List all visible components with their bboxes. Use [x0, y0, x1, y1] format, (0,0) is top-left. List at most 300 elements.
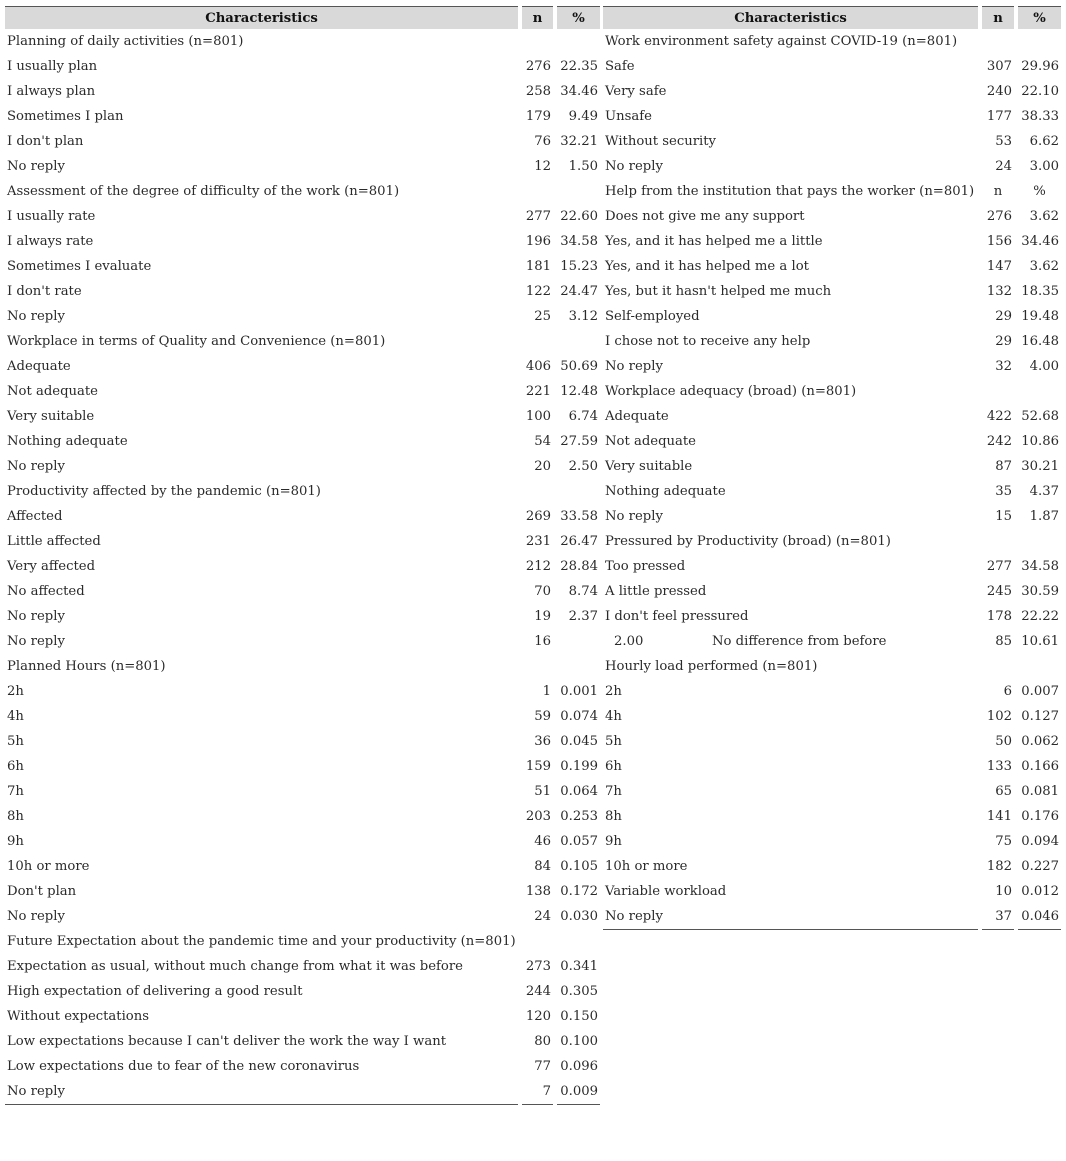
row-n: 269	[525, 509, 551, 524]
table-row	[5, 504, 600, 529]
table-row	[5, 404, 600, 429]
table-row	[603, 54, 1061, 79]
table-row	[5, 329, 600, 354]
row-pct: 0.007	[1021, 684, 1059, 699]
row-n: 80	[534, 1034, 551, 1049]
row-n: 35	[995, 484, 1012, 499]
row-n: 15	[995, 509, 1012, 524]
table-row	[603, 804, 1061, 829]
row-pct: 3.12	[568, 309, 598, 324]
row-pct: 0.100	[560, 1034, 598, 1049]
row-label: I don't rate	[7, 284, 82, 299]
row-label: Variable workload	[605, 884, 727, 899]
row-label: Without security	[605, 134, 716, 149]
row-n: 258	[525, 84, 551, 99]
table-row	[5, 479, 600, 504]
row-label: 2h	[7, 684, 24, 699]
row-n: 19	[534, 609, 551, 624]
row-n: 240	[986, 84, 1012, 99]
row-n: 406	[525, 359, 551, 374]
row-n: 75	[995, 834, 1012, 849]
table-row	[603, 554, 1061, 579]
table-row	[5, 279, 600, 304]
row-label: Not adequate	[605, 434, 696, 449]
row-label: Nothing adequate	[605, 484, 726, 499]
row-pct: 0.057	[560, 834, 598, 849]
row-n: 156	[986, 234, 1012, 249]
row-pct: 26.47	[560, 534, 598, 549]
row-pct: 0.081	[1021, 784, 1059, 799]
table-row	[603, 379, 1061, 404]
table-row	[603, 29, 1061, 54]
left-table-body	[5, 29, 600, 1105]
row-label-text: No difference from before	[712, 634, 887, 649]
table-row	[5, 829, 600, 854]
table-row	[603, 179, 1061, 204]
row-label: No affected	[7, 584, 85, 599]
row-label: Low expectations due to fear of the new coronavirus	[7, 1059, 360, 1074]
row-label: Assessment of the degree of difficulty of the work (n=801)	[7, 184, 400, 199]
row-label: 6h	[7, 759, 24, 774]
row-n	[522, 29, 553, 54]
row-label: No reply	[7, 634, 65, 649]
row-n: 122	[525, 284, 551, 299]
row-pct: 34.58	[560, 234, 598, 249]
row-pct: 15.23	[560, 259, 598, 274]
row-label: Little affected	[7, 534, 101, 549]
table-row	[603, 479, 1061, 504]
row-n: 16	[534, 634, 551, 649]
row-label: 4h	[605, 709, 622, 724]
table-row	[603, 304, 1061, 329]
row-pct: 22.35	[560, 59, 598, 74]
row-n: 54	[534, 434, 551, 449]
table-row	[603, 429, 1061, 454]
row-n: 138	[525, 884, 551, 899]
row-label: Help from the institution that pays the worker (n=801)	[605, 184, 975, 199]
row-n: 24	[534, 909, 551, 924]
row-pct: 6.74	[568, 409, 598, 424]
table-row	[603, 504, 1061, 529]
row-n: 12	[534, 159, 551, 174]
row-n: 25	[534, 309, 551, 324]
row-pct: 38.33	[1021, 109, 1059, 124]
row-label: Planned Hours (n=801)	[7, 659, 166, 674]
row-pct: 0.030	[560, 909, 598, 924]
table-row	[603, 729, 1061, 754]
row-label: 9h	[605, 834, 622, 849]
row-n	[522, 479, 553, 504]
table-row	[5, 179, 600, 204]
table-row	[603, 404, 1061, 429]
header-row	[603, 6, 1061, 29]
row-pct: 22.60	[560, 209, 598, 224]
table-row	[5, 854, 600, 879]
row-pct	[557, 29, 600, 54]
row-label: No reply	[7, 309, 65, 324]
row-label: Too pressed	[605, 559, 686, 574]
table-row	[603, 904, 1061, 930]
row-n	[522, 329, 553, 354]
row-label: No reply	[7, 159, 65, 174]
row-n: 277	[986, 559, 1012, 574]
row-n: 76	[534, 134, 551, 149]
row-pct: 50.69	[560, 359, 598, 374]
table-row	[5, 979, 600, 1004]
header-row	[5, 6, 600, 29]
table-row	[5, 104, 600, 129]
row-label: No reply	[7, 609, 65, 624]
row-pct: 1.87	[1029, 509, 1059, 524]
table-row	[5, 629, 600, 654]
row-pct	[557, 929, 600, 954]
table-row	[5, 554, 600, 579]
row-label: Very suitable	[605, 459, 693, 474]
row-pct: 1.50	[568, 159, 598, 174]
row-n: 37	[982, 904, 1014, 930]
table-row	[603, 579, 1061, 604]
table-row	[603, 129, 1061, 154]
table-row	[5, 129, 600, 154]
row-pct: 22.10	[1021, 84, 1059, 99]
row-label: A little pressed	[605, 584, 707, 599]
row-label: Yes, but it hasn't helped me much	[605, 284, 832, 299]
row-label: 7h	[605, 784, 622, 799]
table-row	[5, 454, 600, 479]
row-n: 242	[986, 434, 1012, 449]
row-label: Low expectations because I can't deliver the work the way I want	[7, 1034, 446, 1049]
right-table	[603, 6, 1061, 930]
row-pct: 0.074	[560, 709, 598, 724]
row-pct: 4.00	[1029, 359, 1059, 374]
col-pct-header: %	[1018, 6, 1061, 29]
row-pct: 2.37	[568, 609, 598, 624]
table-row	[5, 379, 600, 404]
row-pct: 10.61	[1021, 634, 1059, 649]
row-label: 10h or more	[7, 859, 90, 874]
row-pct: 34.46	[560, 84, 598, 99]
row-label: Not adequate	[7, 384, 98, 399]
row-pct: 28.84	[560, 559, 598, 574]
col-characteristics-header: Characteristics	[5, 6, 518, 29]
row-pct: 16.48	[1021, 334, 1059, 349]
row-n: 87	[995, 459, 1012, 474]
offset-pct-value: 2.00	[614, 634, 644, 649]
row-label: 2h	[605, 684, 622, 699]
table-row	[5, 679, 600, 704]
col-n-header: n	[982, 6, 1014, 29]
row-label: No reply	[7, 459, 65, 474]
table-row	[5, 304, 600, 329]
row-label: Hourly load performed (n=801)	[605, 659, 818, 674]
row-pct: 0.176	[1021, 809, 1059, 824]
row-label: 9h	[7, 834, 24, 849]
row-pct: 30.21	[1021, 459, 1059, 474]
table-row	[5, 754, 600, 779]
row-n: 147	[986, 259, 1012, 274]
row-label: 5h	[7, 734, 24, 749]
row-pct	[1018, 529, 1061, 554]
table-row	[603, 654, 1061, 679]
row-pct	[1018, 654, 1061, 679]
table-row	[603, 254, 1061, 279]
row-pct	[557, 329, 600, 354]
row-label: Productivity affected by the pandemic (n=801)	[7, 484, 321, 499]
row-n: 277	[525, 209, 551, 224]
table-row	[5, 929, 600, 954]
row-pct: 52.68	[1021, 409, 1059, 424]
row-n: 50	[995, 734, 1012, 749]
row-n: 102	[986, 709, 1012, 724]
table-row	[5, 54, 600, 79]
row-n: 100	[525, 409, 551, 424]
row-pct: 0.096	[560, 1059, 598, 1074]
row-n: 276	[525, 59, 551, 74]
row-label: 5h	[605, 734, 622, 749]
row-pct	[557, 654, 600, 679]
col-n-header: n	[522, 6, 553, 29]
row-pct: 8.74	[568, 584, 598, 599]
row-label: No reply	[605, 159, 663, 174]
table-row	[603, 279, 1061, 304]
row-n	[982, 529, 1014, 554]
row-label: I always plan	[7, 84, 96, 99]
left-table	[5, 6, 600, 1105]
table-row	[5, 654, 600, 679]
row-pct	[557, 629, 600, 654]
right-table-body	[603, 29, 1061, 930]
table-row	[5, 429, 600, 454]
row-n: 7	[522, 1079, 553, 1105]
row-n: 77	[534, 1059, 551, 1074]
row-n: 85	[995, 634, 1012, 649]
row-n: 179	[525, 109, 551, 124]
row-label: 8h	[605, 809, 622, 824]
row-label: Nothing adequate	[7, 434, 128, 449]
row-pct: 3.62	[1029, 259, 1059, 274]
table-row	[5, 229, 600, 254]
table-row	[5, 879, 600, 904]
row-pct	[1018, 379, 1061, 404]
row-label: Workplace adequacy (broad) (n=801)	[605, 384, 857, 399]
row-label: Adequate	[605, 409, 669, 424]
row-label: No reply	[603, 904, 978, 930]
row-pct: 0.045	[560, 734, 598, 749]
table-row	[603, 454, 1061, 479]
row-pct: 9.49	[568, 109, 598, 124]
row-label: I usually rate	[7, 209, 96, 224]
table-row	[5, 29, 600, 54]
row-label: Very affected	[7, 559, 96, 574]
row-pct: 0.305	[560, 984, 598, 999]
row-n: 177	[986, 109, 1012, 124]
row-n: 51	[534, 784, 551, 799]
row-n: 182	[986, 859, 1012, 874]
row-n: 196	[525, 234, 551, 249]
row-label: 10h or more	[605, 859, 688, 874]
row-n	[982, 29, 1014, 54]
table-row	[603, 529, 1061, 554]
row-n: 29	[995, 334, 1012, 349]
row-n: 36	[534, 734, 551, 749]
col-pct-header: %	[557, 6, 600, 29]
row-label: I always rate	[7, 234, 94, 249]
row-label: 6h	[605, 759, 622, 774]
row-n: 70	[534, 584, 551, 599]
row-label: I chose not to receive any help	[605, 334, 811, 349]
row-n: 212	[525, 559, 551, 574]
table-row	[5, 254, 600, 279]
row-label: I don't feel pressured	[605, 609, 749, 624]
row-n: 32	[995, 359, 1012, 374]
row-pct: 0.227	[1021, 859, 1059, 874]
row-pct: 22.22	[1021, 609, 1059, 624]
table-row	[5, 1079, 600, 1105]
row-label: Future Expectation about the pandemic time and your productivity (n=801)	[7, 934, 516, 949]
table-row	[5, 729, 600, 754]
row-n: 29	[995, 309, 1012, 324]
table-row	[5, 1004, 600, 1029]
row-label: I usually plan	[7, 59, 98, 74]
row-pct: 0.064	[560, 784, 598, 799]
row-pct: 0.199	[560, 759, 598, 774]
row-label: No reply	[7, 909, 65, 924]
col-characteristics-header: Characteristics	[603, 6, 978, 29]
row-n: 273	[525, 959, 551, 974]
row-label: Workplace in terms of Quality and Convenience (n=801)	[7, 334, 386, 349]
row-pct	[557, 479, 600, 504]
row-pct: 18.35	[1021, 284, 1059, 299]
row-label: Expectation as usual, without much change from what it was before	[7, 959, 463, 974]
table-row	[5, 604, 600, 629]
row-pct: 0.127	[1021, 709, 1059, 724]
table-row	[5, 954, 600, 979]
row-n: 1	[542, 684, 551, 699]
row-label: No reply	[5, 1079, 518, 1105]
table-row	[5, 79, 600, 104]
row-n: 84	[534, 859, 551, 874]
row-pct: 27.59	[560, 434, 598, 449]
row-label: No reply	[605, 359, 663, 374]
row-label	[603, 629, 978, 654]
table-row	[603, 879, 1061, 904]
row-pct: 12.48	[560, 384, 598, 399]
row-pct: 0.046	[1018, 904, 1061, 930]
row-pct	[1018, 29, 1061, 54]
row-label: High expectation of delivering a good result	[7, 984, 303, 999]
table-row	[603, 829, 1061, 854]
table-row	[5, 579, 600, 604]
row-n: 245	[986, 584, 1012, 599]
row-pct: 0.009	[557, 1079, 600, 1105]
row-label: Unsafe	[605, 109, 652, 124]
row-pct: 0.150	[560, 1009, 598, 1024]
table-row	[603, 154, 1061, 179]
table-row	[603, 704, 1061, 729]
row-n	[522, 929, 553, 954]
row-label: I don't plan	[7, 134, 84, 149]
row-pct: 3.62	[1029, 209, 1059, 224]
table-row	[603, 629, 1061, 654]
table-row	[603, 329, 1061, 354]
row-n: 46	[534, 834, 551, 849]
row-label: Without expectations	[7, 1009, 150, 1024]
row-pct: 0.172	[560, 884, 598, 899]
row-n: 276	[986, 209, 1012, 224]
row-label: 7h	[7, 784, 24, 799]
row-label: Affected	[7, 509, 63, 524]
table-row	[5, 529, 600, 554]
row-n: 133	[986, 759, 1012, 774]
row-pct: 0.094	[1021, 834, 1059, 849]
row-n	[982, 379, 1014, 404]
table-row	[603, 679, 1061, 704]
row-pct: 6.62	[1029, 134, 1059, 149]
row-pct: 19.48	[1021, 309, 1059, 324]
table-row	[603, 79, 1061, 104]
row-pct: 0.001	[560, 684, 598, 699]
row-pct: 32.21	[560, 134, 598, 149]
table-row	[5, 204, 600, 229]
table-row	[5, 779, 600, 804]
row-n: 244	[525, 984, 551, 999]
row-n: 10	[995, 884, 1012, 899]
table-row	[5, 804, 600, 829]
row-label: Pressured by Productivity (broad) (n=801)	[605, 534, 891, 549]
row-n: 221	[525, 384, 551, 399]
table-row	[5, 904, 600, 929]
row-n: 203	[525, 809, 551, 824]
row-label: Safe	[605, 59, 635, 74]
row-label: Does not give me any support	[605, 209, 805, 224]
row-label: Very suitable	[7, 409, 95, 424]
row-label: Don't plan	[7, 884, 77, 899]
row-n: 120	[525, 1009, 551, 1024]
row-n: 307	[986, 59, 1012, 74]
row-pct: 34.46	[1021, 234, 1059, 249]
row-pct: 4.37	[1029, 484, 1059, 499]
table-row	[603, 779, 1061, 804]
row-n	[522, 654, 553, 679]
row-n: n	[993, 184, 1003, 199]
row-n: 159	[525, 759, 551, 774]
table-row	[603, 104, 1061, 129]
row-pct: 0.105	[560, 859, 598, 874]
row-label: Yes, and it has helped me a little	[605, 234, 823, 249]
row-pct: 2.50	[568, 459, 598, 474]
row-n: 65	[995, 784, 1012, 799]
table-row	[5, 704, 600, 729]
table-row	[5, 154, 600, 179]
table-row	[5, 1029, 600, 1054]
table-row	[5, 354, 600, 379]
row-n: 6	[1003, 684, 1012, 699]
row-pct: 0.341	[560, 959, 598, 974]
row-label: Yes, and it has helped me a lot	[605, 259, 809, 274]
row-pct: 34.58	[1021, 559, 1059, 574]
row-label: 4h	[7, 709, 24, 724]
row-n	[982, 654, 1014, 679]
row-label: Work environment safety against COVID-19 (n=801)	[605, 34, 958, 49]
table-row	[603, 604, 1061, 629]
row-pct: 24.47	[560, 284, 598, 299]
row-label: Sometimes I evaluate	[7, 259, 152, 274]
row-label: Very safe	[605, 84, 667, 99]
row-pct: 3.00	[1029, 159, 1059, 174]
row-n: 59	[534, 709, 551, 724]
row-n: 178	[986, 609, 1012, 624]
row-n: 132	[986, 284, 1012, 299]
